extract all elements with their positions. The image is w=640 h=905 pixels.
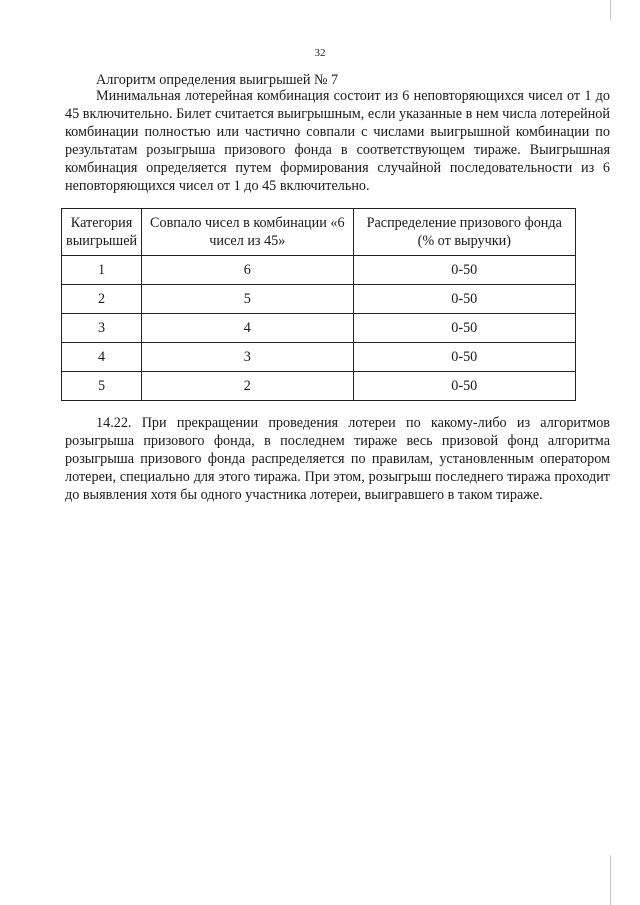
cell-distribution: 0-50 bbox=[353, 285, 575, 314]
cell-category: 5 bbox=[62, 372, 142, 401]
header-matched-numbers: Совпало чисел в комбинации «6 чисел из 45» bbox=[142, 209, 353, 256]
cell-distribution: 0-50 bbox=[353, 372, 575, 401]
cell-matched: 5 bbox=[142, 285, 353, 314]
section-heading: Алгоритм определения выигрышей № 7 bbox=[96, 72, 339, 88]
intro-paragraph: Минимальная лотерейная комбинация состоит из 6 неповторяющихся чисел от 1 до 45 включительно. Билет считается выигрышным, если указанные в нем числа лотерейной комбинации полностью или частично совпали с числами выигрышной комбинации по результатам розыгрыша призового фонда в соответствующем тираже. Выигрышная комбинация определяется путем формирования случайной последовательности из 6 неповторяющихся чисел от 1 до 45 включительно. bbox=[65, 88, 610, 194]
table-row bbox=[62, 256, 576, 285]
header-prize-distribution: Распределение призового фонда (% от выручки) bbox=[353, 209, 575, 256]
table-header-row bbox=[62, 209, 576, 256]
cell-category: 1 bbox=[62, 256, 142, 285]
table-row bbox=[62, 314, 576, 343]
scan-edge-mark bbox=[610, 0, 611, 20]
cell-distribution: 0-50 bbox=[353, 256, 575, 285]
cell-distribution: 0-50 bbox=[353, 343, 575, 372]
cell-matched: 4 bbox=[142, 314, 353, 343]
prize-distribution-table bbox=[61, 208, 576, 401]
cell-matched: 6 bbox=[142, 256, 353, 285]
cell-category: 3 bbox=[62, 314, 142, 343]
cell-distribution: 0-50 bbox=[353, 314, 575, 343]
cell-category: 4 bbox=[62, 343, 142, 372]
table-row bbox=[62, 285, 576, 314]
cell-matched: 2 bbox=[142, 372, 353, 401]
page-number: 32 bbox=[314, 47, 326, 59]
table-row bbox=[62, 372, 576, 401]
header-category: Категория выигрышей bbox=[62, 209, 142, 256]
scan-edge-mark bbox=[610, 855, 611, 905]
cell-category: 2 bbox=[62, 285, 142, 314]
table-row bbox=[62, 343, 576, 372]
cell-matched: 3 bbox=[142, 343, 353, 372]
clause-paragraph: 14.22. При прекращении проведения лотереи по какому-либо из алгоритмов розыгрыша призового фонда, в последнем тираже весь призовой фонд алгоритма розыгрыша призового фонда распределяется по правилам, установленным оператором лотереи, специально для этого тиража. При этом, розыгрыш последнего тиража проходит до выявления хотя бы одного участника лотереи, выигравшего в таком тираже. bbox=[65, 415, 610, 503]
